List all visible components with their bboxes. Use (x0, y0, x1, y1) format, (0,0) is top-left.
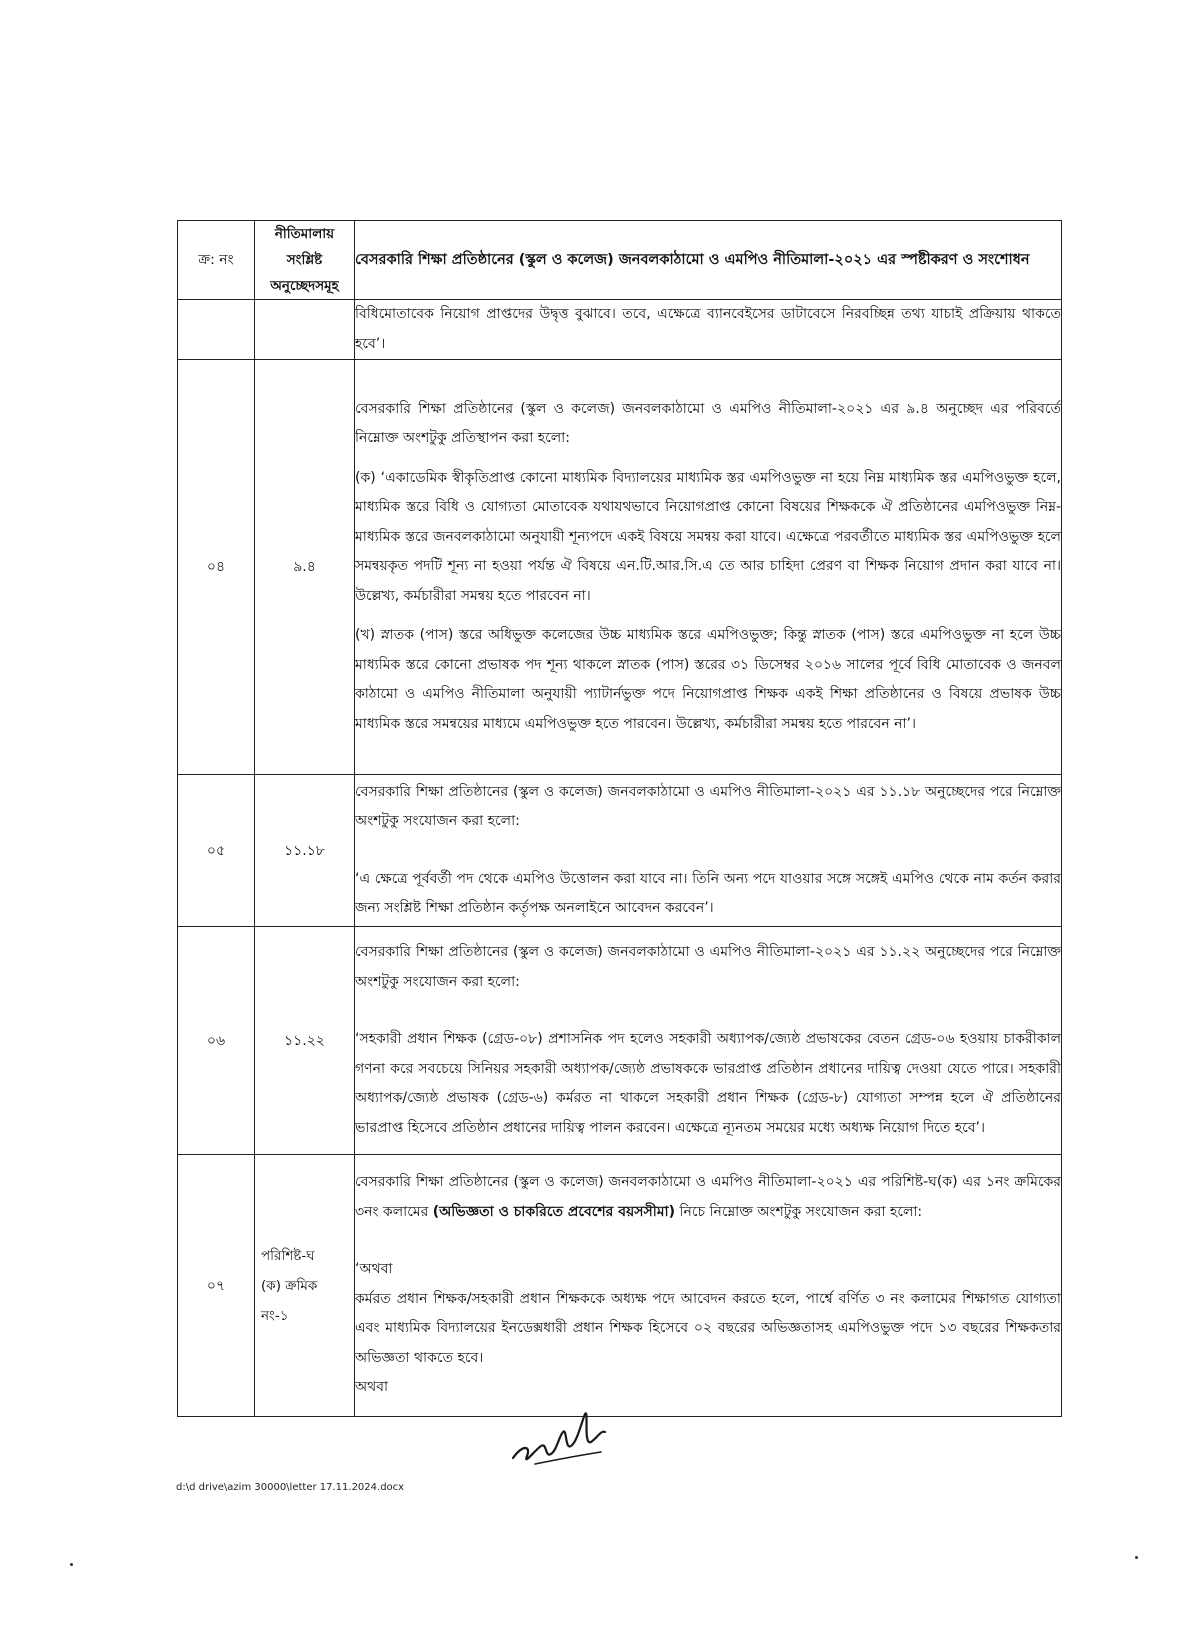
header-reference-line: অনুচ্ছেদসমূহ (270, 278, 339, 294)
header-reference-line: সংশ্লিষ্ট (286, 252, 323, 268)
header-reference-line: নীতিমালায় (274, 226, 335, 242)
row-serial: ০৪ (178, 360, 255, 775)
paragraph: ‘সহকারী প্রধান শিক্ষক (গ্রেড-০৮) প্রশাসনিক পদ হলেও সহকারী অধ্যাপক/জ্যেষ্ঠ প্রভাষকের বেতন গ্রেড-০৬ হওয়ায় চাকরীকাল গণনা করে সবচেয়ে সিনিয়র সহকারী অধ্যাপক/জ্যেষ্ঠ প্রভাষককে ভারপ্রাপ্ত প্রতিষ্ঠান প্রধানের দায়িত্ব দেওয়া যেতে পারে। সহকারী অধ্যাপক/জ্যেষ্ঠ প্রভাষক (গ্রেড-৬) কর্মরত না থাকলে সহকারী প্রধান শিক্ষক (গ্রেড-৮) যোগ্যতা সম্পন্ন হলে ঐ প্রতিষ্ঠানের ভারপ্রাপ্ত হিসেবে প্রতিষ্ঠান প্রধানের দায়িত্ব পালন করবেন। এক্ষেত্রে ন্যূনতম সময়ের মধ্যে অধ্যক্ষ নিয়োগ দিতে হবে’। (355, 1031, 1061, 1136)
file-path-footer: d:\d drive\azim 30000\letter 17.11.2024.docx (176, 1482, 405, 1493)
paragraph-intro (355, 1168, 1061, 1227)
row-text (355, 300, 1062, 360)
reference-line: (ক) ক্রমিক (261, 1277, 318, 1294)
or-label: ‘অথবা (355, 1261, 393, 1278)
row-text (355, 360, 1062, 775)
row-serial: ০৭ (178, 1155, 255, 1417)
paragraph-intro: বেসরকারি শিক্ষা প্রতিষ্ঠানের (স্কুল ও কলেজ) জনবলকাঠামো ও এমপিও নীতিমালা-২০২১ এর ৯.৪ অনুচ্ছেদ এর পরিবর্তে নিম্নোক্ত অংশটুকু প্রতিস্থাপন করা হলো: (355, 400, 1061, 447)
intro-text: নিচে নিম্নোক্ত অংশটুকু সংযোজন করা হলো: (675, 1203, 923, 1220)
reference-line: নং-১ (261, 1307, 289, 1324)
paragraph: কর্মরত প্রধান শিক্ষক/সহকারী প্রধান শিক্ষককে অধ্যক্ষ পদে আবেদন করতে হলে, পার্শ্বে বর্ণিত ৩ নং কলামের শিক্ষাগত যোগ্যতা এবং মাধ্যমিক বিদ্যালয়ের ইনডেক্সধারী প্রধান শিক্ষক হিসেবে ০২ বছরের অভিজ্ঞতাসহ এমপিওভুক্ত পদে ১৩ বছরের শিক্ষকতার অভিজ্ঞতা থাকতে হবে। (355, 1290, 1061, 1366)
row-text (355, 1155, 1062, 1417)
paragraph: বিধিমোতাবেক নিয়োগ প্রাপ্তদের উদ্বৃত্ত বুঝাবে। তবে, এক্ষেত্রে ব্যানবেইসের ডাটাবেসে নিরবচ্ছিন্ন তথ্য যাচাই প্রক্রিয়ায় থাকতে হবে’। (355, 306, 1061, 352)
table-row (178, 300, 1062, 360)
or-label: অথবা (355, 1379, 389, 1396)
intro-bold-text: (অভিজ্ঞতা ও চাকরিতে প্রবেশের বয়সসীমা) (432, 1203, 676, 1220)
paragraph-b: (খ) স্নাতক (পাস) স্তরে অধিভুক্ত কলেজের উচ্চ মাধ্যমিক স্তরে এমপিওভুক্ত; কিন্তু স্নাতক (পাস) স্তরে এমপিওভুক্ত না হলে উচ্চ মাধ্যমিক স্তরে কোনো প্রভাষক পদ শূন্য থাকলে স্নাতক (পাস) স্তরের ৩১ ডিসেম্বর ২০১৬ সালের পূর্বে বিধি মোতাবেক ও জনবল কাঠামো ও এমপিও নীতিমালা অনুযায়ী প্যাটার্নভুক্ত পদে নিয়োগপ্রাপ্ত শিক্ষক একই শিক্ষা প্রতিষ্ঠানের ও বিষয়ে প্রভাষক উচ্চ মাধ্যমিক স্তরে সমন্বয়ের মাধ্যমে এমপিওভুক্ত হতে পারবেন। উল্লেখ্য, কর্মচারীরা সমন্বয় হতে পারবেন না’। (355, 627, 1061, 732)
paragraph-intro: বেসরকারি শিক্ষা প্রতিষ্ঠানের (স্কুল ও কলেজ) জনবলকাঠামো ও এমপিও নীতিমালা-২০২১ এর ১১.১৮ অনুচ্ছেদের পরে নিম্নোক্ত অংশটুকু সংযোজন করা হলো: (355, 783, 1061, 829)
signature (505, 1406, 615, 1476)
table-row (178, 927, 1062, 1155)
row-serial: ০৫ (178, 775, 255, 927)
reference-line: পরিশিষ্ট-ঘ (261, 1247, 315, 1264)
table-row (178, 775, 1062, 927)
row-serial (178, 300, 255, 360)
scan-speck (1135, 1556, 1138, 1559)
amendment-table (177, 220, 1062, 1417)
row-text (355, 775, 1062, 927)
table-row (178, 1155, 1062, 1417)
paragraph-intro: বেসরকারি শিক্ষা প্রতিষ্ঠানের (স্কুল ও কলেজ) জনবলকাঠামো ও এমপিও নীতিমালা-২০২১ এর ১১.২২ অনুচ্ছেদের পরে নিম্নোক্ত অংশটুকু সংযোজন করা হলো: (355, 944, 1061, 990)
table-header-row (178, 221, 1062, 300)
row-text (355, 927, 1062, 1155)
header-serial: ক্র: নং (178, 221, 255, 300)
paragraph-a: (ক) ‘একাডেমিক স্বীকৃতিপ্রাপ্ত কোনো মাধ্যমিক বিদ্যালয়ের মাধ্যমিক স্তর এমপিওভুক্ত না হয়ে নিম্ন মাধ্যমিক স্তর এমপিওভুক্ত হলে, মাধ্যমিক স্তরে বিধি ও যোগ্যতা মোতাবেক যথাযথভাবে নিয়োগপ্রাপ্ত কোনো বিষয়ের শিক্ষককে ঐ প্রতিষ্ঠানের এমপিওভুক্ত নিম্ন-মাধ্যমিক স্তরে জনবলকাঠামো অনুযায়ী শূন্যপদে একই বিষয়ে সমন্বয় করা যাবে। এক্ষেত্রে পরবর্তীতে মাধ্যমিক স্তর এমপিওভুক্ত হলে সমন্বয়কৃত পদটি শূন্য না হওয়া পর্যন্ত ঐ বিষয়ে এন.টি.আর.সি.এ তে আর চাহিদা প্রেরণ বা শিক্ষক নিয়োগ প্রদান করা যাবে না। উল্লেখ্য, কর্মচারীরা সমন্বয় হতে পারবেন না। (355, 469, 1061, 604)
row-reference: ৯.৪ (255, 360, 355, 775)
paragraph: ‘এ ক্ষেত্রে পূর্ববর্তী পদ থেকে এমপিও উত্তোলন করা যাবে না। তিনি অন্য পদে যাওয়ার সঙ্গে সঙ্গেই এমপিও থেকে নাম কর্তন করার জন্য সংশ্লিষ্ট শিক্ষা প্রতিষ্ঠান কর্তৃপক্ষ অনলাইনে আবেদন করবেন’। (355, 870, 1061, 916)
scan-speck (70, 1563, 73, 1566)
row-reference: ১১.১৮ (255, 775, 355, 927)
intro-text: বেসরকারি শিক্ষা প্রতিষ্ঠানের (স্কুল ও কলেজ) জনবলকাঠামো ও এমপিও নীতিমালা-২০২১ এর পরিশিষ্ট-ঘ(ক) এর ১নং ক্রমিকের ৩নং কলামের (355, 1174, 1061, 1220)
row-reference (255, 300, 355, 360)
header-title: বেসরকারি শিক্ষা প্রতিষ্ঠানের (স্কুল ও কলেজ) জনবলকাঠামো ও এমপিও নীতিমালা-২০২১ এর স্পষ্টীকরণ ও সংশোধন (355, 221, 1062, 300)
header-reference (255, 221, 355, 300)
table-row (178, 360, 1062, 775)
row-reference: ১১.২২ (255, 927, 355, 1155)
row-serial: ০৬ (178, 927, 255, 1155)
row-reference (255, 1155, 355, 1417)
